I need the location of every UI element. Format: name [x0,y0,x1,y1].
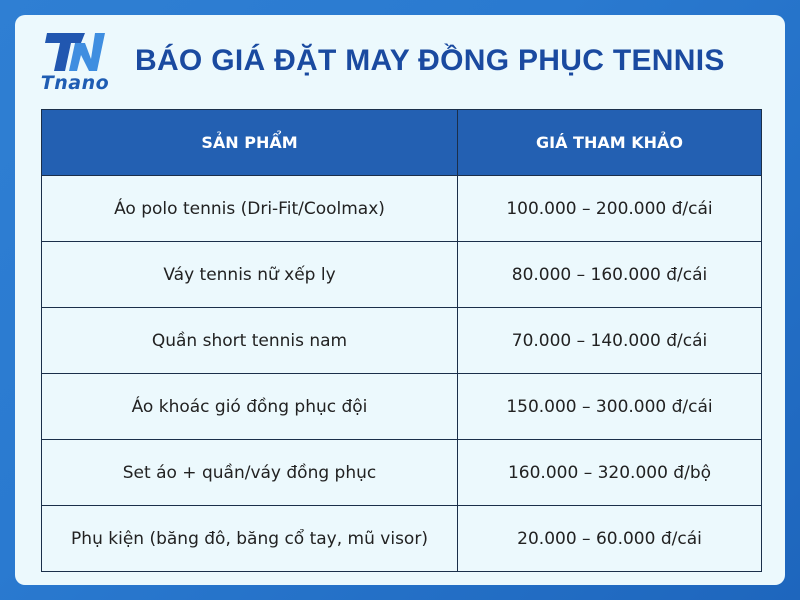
table-row [42,374,762,440]
product-cell: Áo polo tennis (Dri-Fit/Coolmax) [42,176,458,242]
price-cell: 70.000 – 140.000 đ/cái [458,308,762,374]
table-header-row [42,110,762,176]
product-cell: Phụ kiện (băng đô, băng cổ tay, mũ visor) [42,506,458,572]
logo-wordmark: Tnano [40,72,110,94]
price-cell: 80.000 – 160.000 đ/cái [458,242,762,308]
price-cell: 100.000 – 200.000 đ/cái [458,176,762,242]
tnano-logo-icon [45,29,105,73]
price-cell: 20.000 – 60.000 đ/cái [458,506,762,572]
page-title: BÁO GIÁ ĐẶT MAY ĐỒNG PHỤC TENNIS [135,44,725,77]
content-card [15,15,785,585]
table-row [42,242,762,308]
price-cell: 160.000 – 320.000 đ/bộ [458,440,762,506]
column-header-price: GIÁ THAM KHẢO [458,110,762,176]
price-table [41,109,762,572]
table-row [42,440,762,506]
price-cell: 150.000 – 300.000 đ/cái [458,374,762,440]
product-cell: Váy tennis nữ xếp ly [42,242,458,308]
column-header-product: SẢN PHẨM [42,110,458,176]
header [15,15,785,105]
brand-logo [37,29,113,95]
table-row [42,308,762,374]
product-cell: Set áo + quần/váy đồng phục [42,440,458,506]
product-cell: Quần short tennis nam [42,308,458,374]
table-row [42,506,762,572]
product-cell: Áo khoác gió đồng phục đội [42,374,458,440]
table-row [42,176,762,242]
